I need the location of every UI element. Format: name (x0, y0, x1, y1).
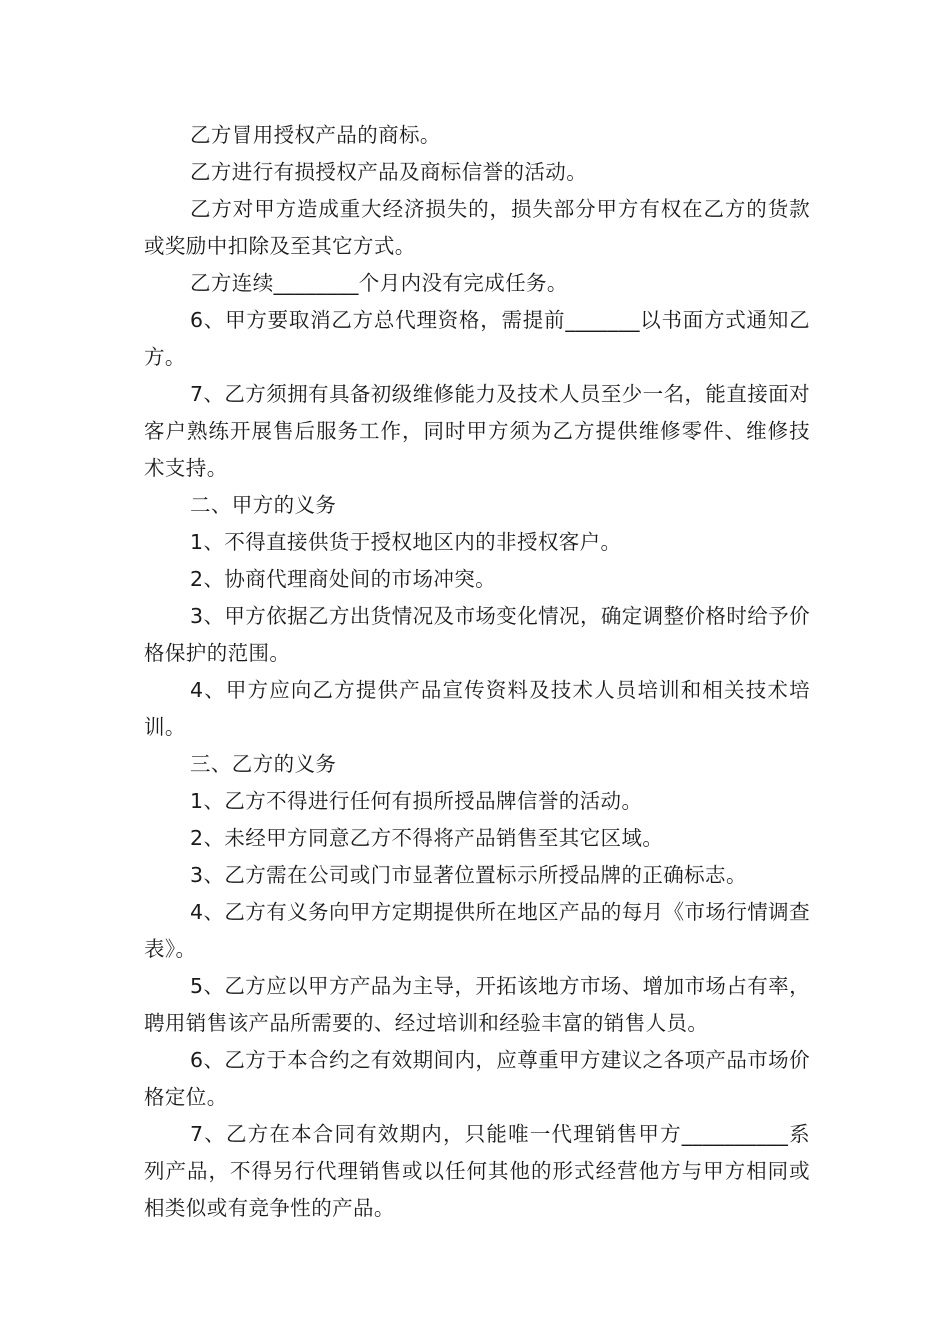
paragraph: 3、甲方依据乙方出货情况及市场变化情况，确定调整价格时给予价格保护的范围。 (144, 604, 810, 665)
paragraph: 乙方连续________个月内没有完成任务。 (190, 271, 568, 295)
paragraph: 7、乙方须拥有具备初级维修能力及技术人员至少一名，能直接面对客户熟练开展售后服务工作，同时甲方须为乙方提供维修零件、维修技术支持。 (144, 382, 810, 480)
document-body (144, 117, 810, 1227)
paragraph: 7、乙方在本合同有效期内，只能唯一代理销售甲方__________系列产品，不得另行代理销售或以任何其他的形式经营他方与甲方相同或相类似或有竞争性的产品。 (144, 1122, 810, 1220)
paragraph: 1、不得直接供货于授权地区内的非授权客户。 (190, 530, 622, 554)
paragraph: 4、甲方应向乙方提供产品宣传资料及技术人员培训和相关技术培训。 (144, 678, 810, 739)
paragraph: 4、乙方有义务向甲方定期提供所在地区产品的每月《市场行情调查表》。 (144, 900, 810, 961)
paragraph: 2、未经甲方同意乙方不得将产品销售至其它区域。 (190, 826, 664, 850)
section-heading: 二、甲方的义务 (190, 493, 337, 517)
paragraph: 6、乙方于本合约之有效期间内，应尊重甲方建议之各项产品市场价格定位。 (144, 1048, 810, 1109)
paragraph: 乙方进行有损授权产品及商标信誉的活动。 (190, 160, 588, 184)
paragraph: 5、乙方应以甲方产品为主导，开拓该地方市场、增加市场占有率，聘用销售该产品所需要的、经过培训和经验丰富的销售人员。 (144, 974, 810, 1035)
paragraph: 2、协商代理商处间的市场冲突。 (190, 567, 497, 591)
section-heading: 三、乙方的义务 (190, 752, 337, 776)
paragraph: 6、甲方要取消乙方总代理资格，需提前_______以书面方式通知乙方。 (144, 308, 810, 369)
paragraph: 乙方对甲方造成重大经济损失的，损失部分甲方有权在乙方的货款或奖励中扣除及至其它方式。 (144, 197, 810, 258)
paragraph: 3、乙方需在公司或门市显著位置标示所授品牌的正确标志。 (190, 863, 747, 887)
paragraph: 乙方冒用授权产品的商标。 (190, 123, 441, 147)
paragraph: 1、乙方不得进行任何有损所授品牌信誉的活动。 (190, 789, 643, 813)
